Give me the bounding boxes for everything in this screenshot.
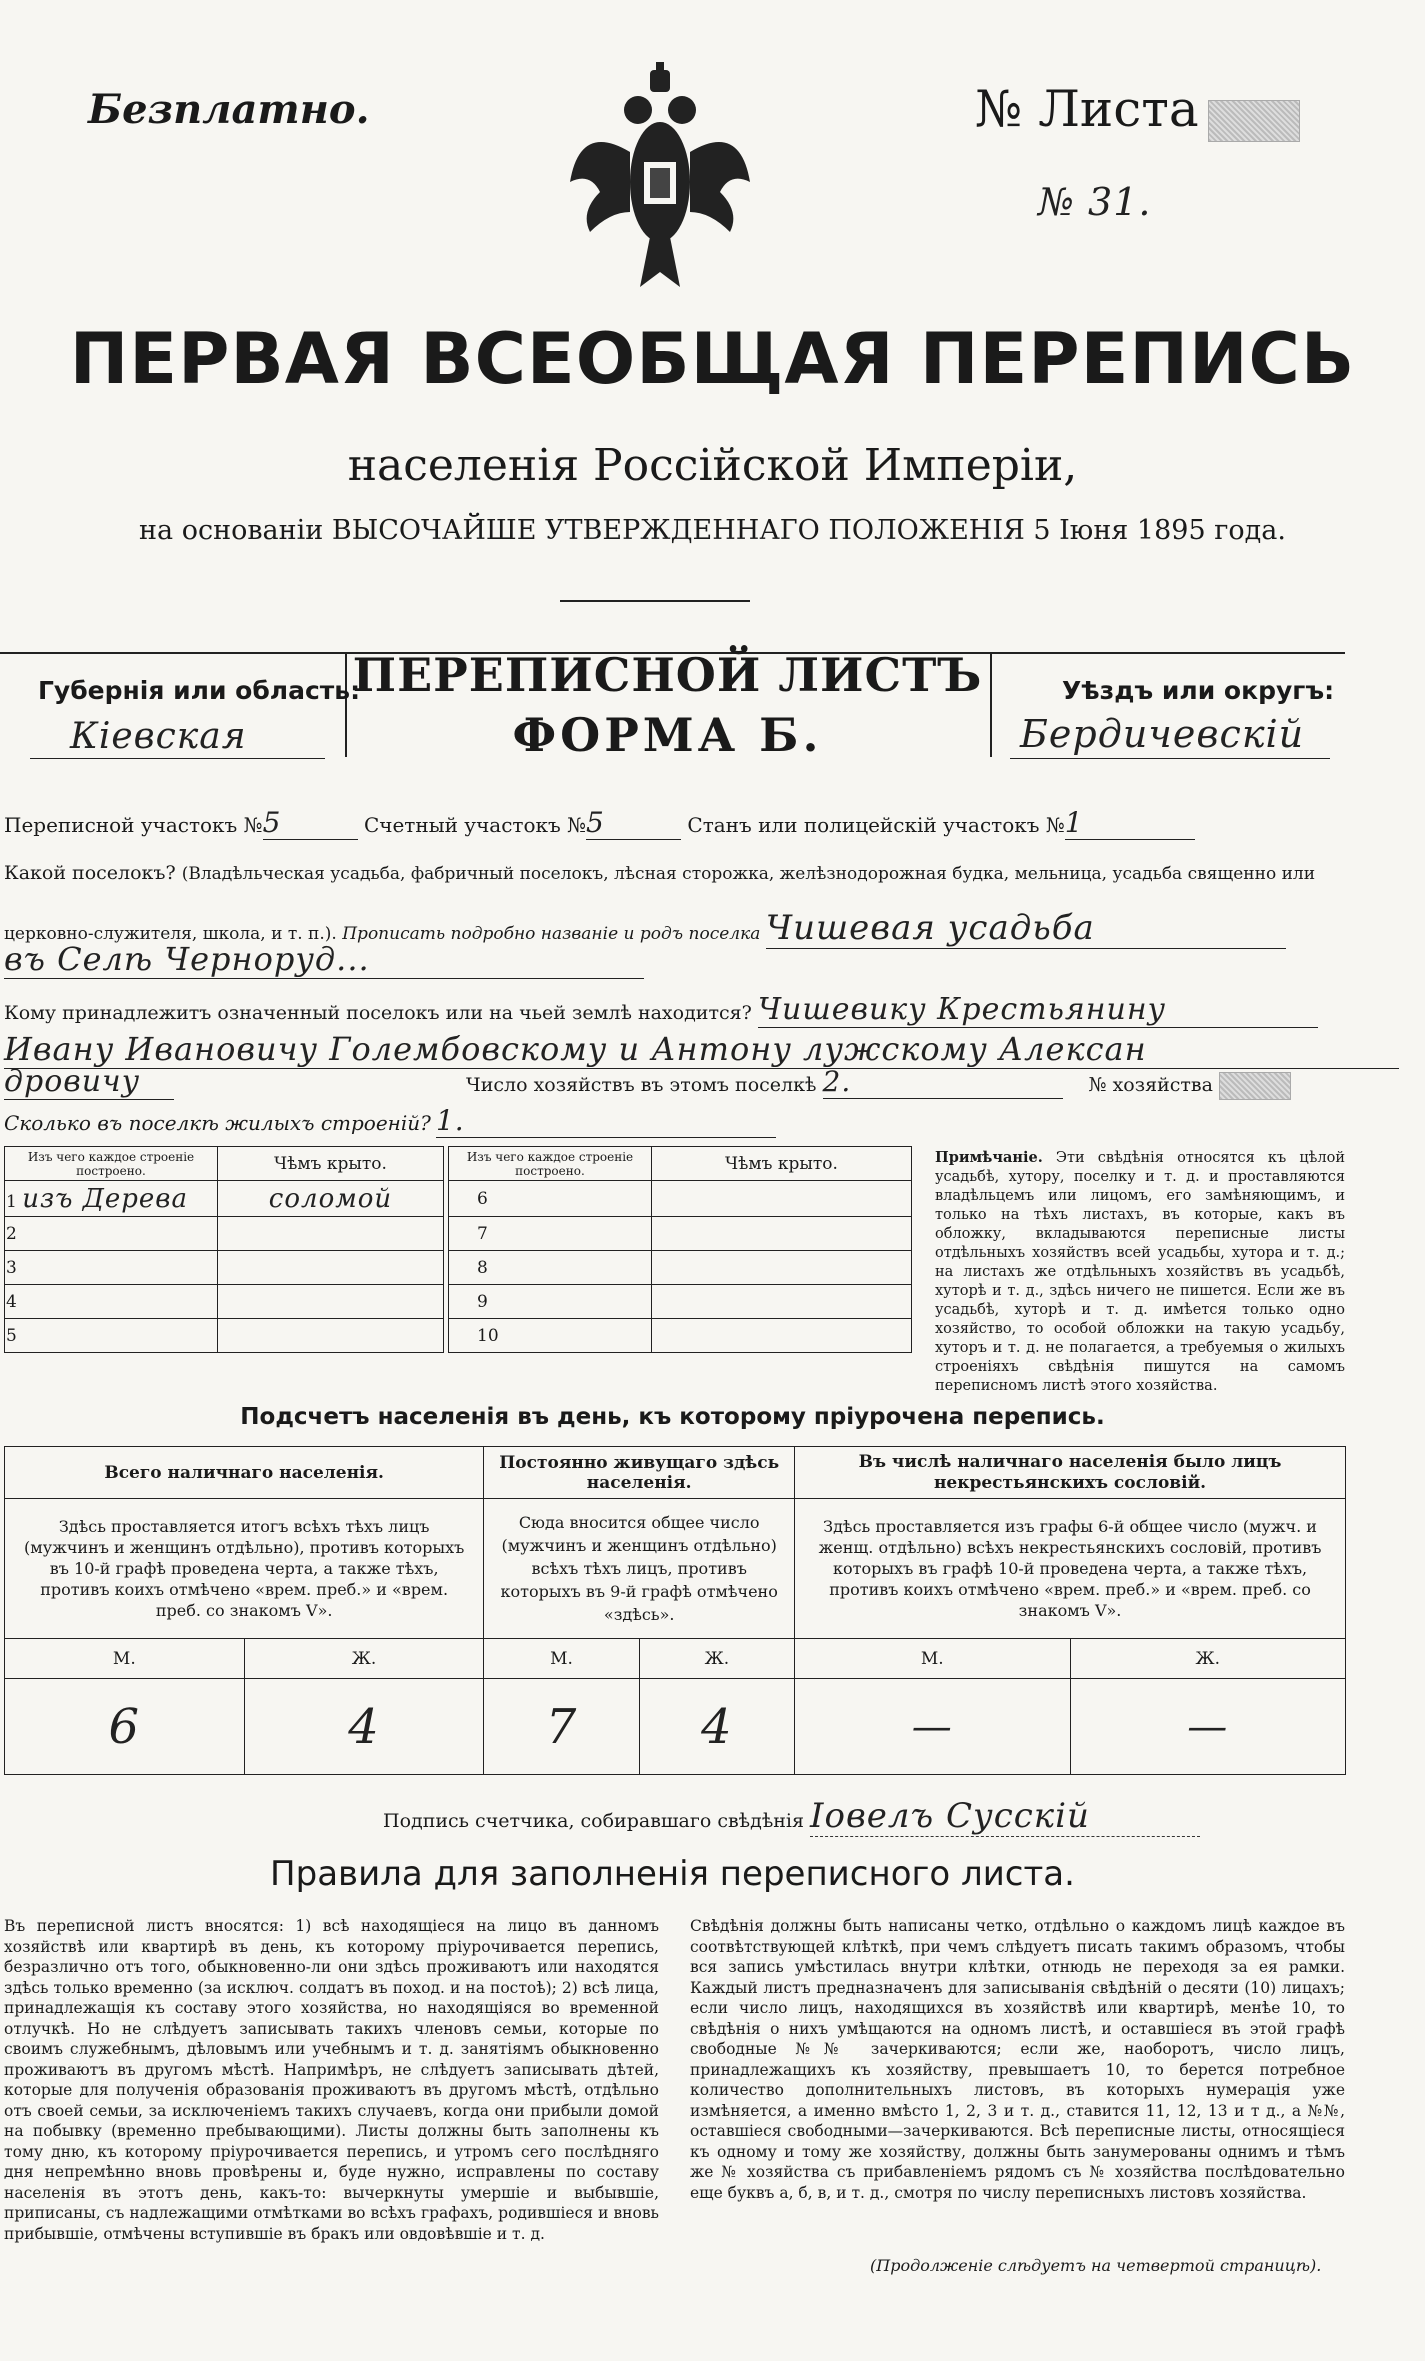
row-number: 6	[449, 1181, 652, 1217]
rules-title: Правила для заполненія переписного листа.	[270, 1854, 1075, 1894]
row-number: 10	[449, 1319, 652, 1353]
census-title: ПЕРВАЯ ВСЕОБЩАЯ ПЕРЕПИСЬ	[69, 318, 1356, 400]
sheet-number-stamp	[1208, 100, 1300, 142]
row-number: 5	[5, 1319, 218, 1353]
rules-left: Въ переписной листъ вносятся: 1) всѣ находящіеся на лицо въ данномъ хозяйствѣ или квартирѣ въ день, къ которому пріурочивается перепись, безразлично отъ того, обыкновенно-ли они здѣсь проживаютъ или находятся здѣсь только временно (за исключ. солдатъ въ поход. и на постоѣ); 2) всѣ лица, принадлежащія къ составу этого хозяйства, но находящіяся во временной отлучкѣ. Но не слѣдуетъ записывать такихъ членовъ семьи, которые по своимъ служебнымъ, дѣловымъ или учебнымъ и т. д. занятіямъ обыкновенно проживаютъ въ другомъ мѣстѣ. Напримѣръ, не слѣдуетъ записывать дѣтей, которые для полученія образованія проживаютъ въ другомъ мѣстѣ, отдѣльно отъ своей семьи, за исключеніемъ такихъ случаевъ, когда они прибыли домой на побывку (временно пребывающими). Листы должны быть заполнены къ тому дню, къ которому пріурочивается перепись, и утромъ сего послѣдняго дня непремѣнно вновь провѣрены и, буде нужно, исправлены по составу населенія въ этотъ день, какъ-то: вычеркнуты умершіе и выбывшіе, приписаны, съ надлежащими отмѣтками во всѣхъ графахъ, родившіеся и вновь прибывшіе, отмѣчены вступившіе въ бракъ или овдовѣвшіе и т. д.	[4, 1917, 659, 2243]
schetny-value: 5	[586, 806, 681, 840]
gubernia-value: Кіевская	[70, 716, 247, 757]
owner-value-2: Ивану Ивановичу Голембовскому и Антону лужскому Алексан	[4, 1030, 1399, 1069]
col-material-header: Изъ чего каждое строеніе построено.	[449, 1147, 652, 1181]
row-number: 3	[5, 1251, 218, 1285]
female-label: Ж.	[244, 1639, 484, 1679]
sheet-number-label: № Листа	[975, 80, 1199, 138]
form-subtitle: ФОРМА Б.	[512, 708, 823, 762]
population-value: —	[795, 1679, 1070, 1775]
buildings-value: 1.	[436, 1104, 776, 1138]
note-text: Эти свѣдѣнія относятся къ цѣлой усадьбѣ, хутору, поселку и т. д. и проставляются владѣльцемъ или лицомъ, его замѣняющимъ, и только на тѣхъ листахъ, въ которые, какъ въ обложку, вкладываются переписные листы отдѣльныхъ хозяйствъ всей усадьбы, хутора и т. д.; на листахъ же отдѣльныхъ хозяйствъ въ усадьбѣ, хуторѣ и т. д., здѣсь ничего не пишется. Если же въ усадьбѣ, хуторѣ и т. д. имѣется только одно хозяйство, то особой обложки на такую усадьбу, хуторъ и т. д. не полагается, а требуемыя о жилыхъ строеніяхъ свѣдѣнія пишутся на самомъ переписномъ листѣ этого хозяйства.	[935, 1150, 1345, 1394]
col2-title: Постоянно живущаго здѣсь населенія.	[484, 1447, 795, 1499]
form-title: ПЕРЕПИСНОЙ ЛИСТЪ	[352, 648, 983, 702]
female-label: Ж.	[639, 1639, 794, 1679]
buildings-table-left	[4, 1146, 444, 1353]
poselok-value-2: въ Селѣ Черноруд...	[4, 940, 644, 979]
col3-desc: Здѣсь проставляется изъ графы 6-й общее число (мужч. и женщ. отдѣльно) всѣхъ некрестьянскихъ сословій, противъ которыхъ въ графѣ 10-й проведена черта, а также тѣхъ, противъ коихъ отмѣчено «врем. преб.» и «врем. преб. со знакомъ V».	[795, 1499, 1346, 1639]
coat-of-arms-icon	[560, 62, 760, 302]
note-title: Примѣчаніе.	[935, 1149, 1043, 1166]
col2-desc: Сюда вносится общее число (мужчинъ и женщинъ отдѣльно) всѣхъ тѣхъ лицъ, противъ которыхъ въ 9-й графѣ отмѣчено «здѣсь».	[484, 1499, 795, 1639]
owner-value-1: Чишевику Крестьянину	[758, 992, 1318, 1028]
census-subtitle: населенія Россійской Имперіи,	[347, 440, 1078, 491]
row-number: 8	[449, 1251, 652, 1285]
col1-desc: Здѣсь проставляется итогъ всѣхъ тѣхъ лицъ (мужчинъ и женщинъ отдѣльно), противъ которыхъ въ 10-й графѣ проведена черта, а также тѣхъ, противъ коихъ отмѣчено «врем. преб.» и «врем. преб. со знакомъ V».	[5, 1499, 484, 1639]
female-label: Ж.	[1070, 1639, 1346, 1679]
uezd-value: Бердичевскій	[1020, 712, 1305, 756]
col-material-header: Изъ чего каждое строеніе построено.	[5, 1147, 218, 1181]
population-table	[4, 1446, 1346, 1775]
signature-label: Подпись счетчика, собиравшаго свѣдѣнія	[383, 1810, 804, 1832]
population-title: Подсчетъ населенія въ день, къ которому пріурочена перепись.	[240, 1404, 1105, 1430]
rules-right: Свѣдѣнія должны быть написаны четко, отдѣльно о каждомъ лицѣ каждое въ соотвѣтствующей клѣткѣ, при чемъ слѣдуетъ писать такимъ образомъ, чтобы вся запись умѣстилась внутри клѣтки, отнюдь не переходя за ея рамки. Каждый листъ предназначенъ для записыванія свѣдѣній о десяти (10) лицахъ; если число лицъ, находящихся въ хозяйствѣ или квартирѣ, менѣе 10, то свѣдѣнія о нихъ умѣщаются на одномъ листѣ, и оставшіеся въ этой графѣ свободные №№ зачеркиваются; если же, наоборотъ, число лицъ, принадлежащихъ къ хозяйству, превышаетъ 10, то берется потребное количество дополнительныхъ листовъ, въ которыхъ нумерація уже измѣняется, а именно вмѣсто 1, 2, 3 и т. д., ставится 11, 12, 13 и т д., а №№, оставшіеся свободными—зачеркиваются. Всѣ переписные листы, относящіеся къ одному и тому же хозяйству, должны быть занумерованы однимъ и тѣмъ же № хозяйства съ прибавленіемъ рядомъ съ № хозяйства послѣдовательно еще буквъ а, б, в, и т. д., смотря по числу переписныхъ листовъ хозяйства.	[690, 1917, 1345, 2202]
col1-title: Всего наличнаго населенія.	[5, 1447, 484, 1499]
row-number: 7	[449, 1217, 652, 1251]
divider	[560, 600, 750, 602]
row-number: 9	[449, 1285, 652, 1319]
household-number-label: № хозяйства	[1088, 1074, 1213, 1096]
owner-label: Кому принадлежитъ означенный поселокъ или на чьей землѣ находится?	[4, 1002, 752, 1024]
male-label: М.	[484, 1639, 639, 1679]
col-roof-header: Чѣмъ крыто.	[652, 1147, 912, 1181]
uchastok-value: 5	[263, 806, 358, 840]
population-value: 7	[484, 1679, 639, 1775]
poselok-instruction: Прописать подробно названіе и родъ поселка	[342, 924, 761, 944]
signature-value: Іовелъ Сусскій	[810, 1796, 1200, 1837]
census-basis: на основаніи ВЫСОЧАЙШЕ УТВЕРЖДЕННАГО ПОЛОЖЕНІЯ 5 Іюня 1895 года.	[139, 515, 1286, 546]
population-value: —	[1070, 1679, 1346, 1775]
row-number: 1	[6, 1191, 17, 1212]
stan-value: 1	[1065, 806, 1195, 840]
col3-title: Въ числѣ наличнаго населенія было лицъ некрестьянскихъ сословій.	[795, 1447, 1346, 1499]
male-label: М.	[795, 1639, 1070, 1679]
stan-label: Станъ или полицейскій участокъ №	[687, 813, 1065, 837]
male-label: М.	[5, 1639, 245, 1679]
col-roof-header: Чѣмъ крыто.	[218, 1147, 444, 1181]
households-value: 2.	[823, 1065, 1063, 1099]
row-roof: соломой	[218, 1181, 444, 1217]
uchastok-label: Переписной участокъ №	[4, 813, 263, 837]
rules-continued: (Продолженіе слѣдуетъ на четвертой страницѣ).	[870, 2256, 1322, 2275]
poselok-hint-2: церковно-служителя, школа, и т. п.).	[4, 924, 337, 944]
population-value: 4	[639, 1679, 794, 1775]
owner-value-3: дровичу	[4, 1064, 174, 1100]
household-number-stamp	[1219, 1072, 1291, 1100]
poselok-label: Какой поселокъ?	[4, 862, 176, 884]
sheet-number-value: № 31.	[1038, 180, 1152, 224]
row-number: 2	[5, 1217, 218, 1251]
note-block	[935, 1148, 1345, 1396]
poselok-value-1: Чишевая усадьба	[766, 908, 1286, 949]
buildings-label: Сколько въ поселкѣ жилыхъ строеній?	[4, 1111, 431, 1135]
schetny-label: Счетный участокъ №	[363, 813, 587, 837]
gubernia-label: Губернія или область:	[38, 676, 361, 705]
population-value: 4	[244, 1679, 484, 1775]
row-number: 4	[5, 1285, 218, 1319]
free-label: Безплатно.	[88, 86, 370, 133]
row-material: изъ Дерева	[22, 1183, 188, 1214]
poselok-hint: (Владѣльческая усадьба, фабричный поселокъ, лѣсная сторожка, желѣзнодорожная будка, мельница, усадьба священно или	[181, 864, 1316, 884]
uezd-label: Уѣздъ или округъ:	[1062, 676, 1335, 705]
buildings-table-right	[448, 1146, 912, 1353]
households-label: Число хозяйствъ въ этомъ поселкѣ	[466, 1074, 817, 1096]
population-value: 6	[5, 1679, 245, 1775]
